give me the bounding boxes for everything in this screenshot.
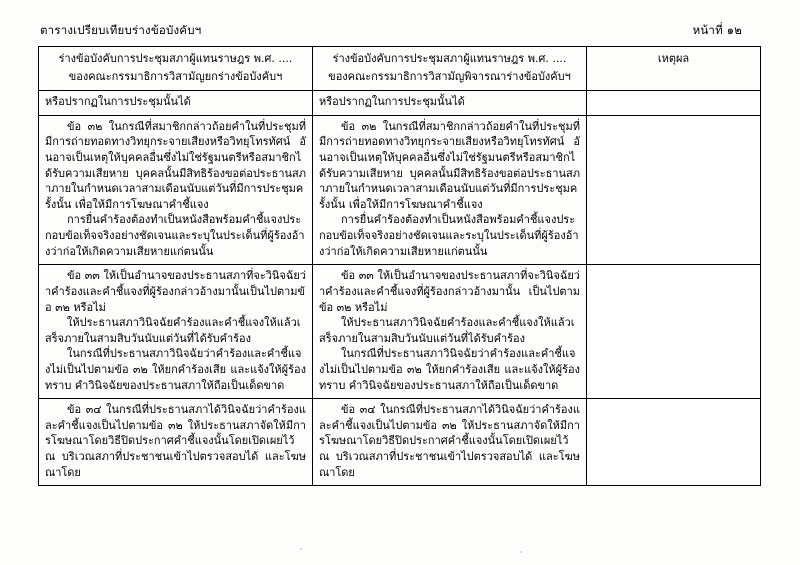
paragraph: ให้ประธานสภาวินิจฉัยคำร้องและคำชี้แจงให้แล้วเสร็จภายในสามสิบวันนับแต่วันที่ได้รับคำร้อง xyxy=(45,316,301,345)
table-row xyxy=(39,265,761,399)
paragraph: การยื่นคำร้องต้องทำเป็นหนังสือพร้อมคำชี้แจงประกอบข้อเท็จจริงอย่างชัดเจนและระบุในประเด็นที่ผู้ร้องอ้างว่าก่อให้เกิดความเสียหายแก่ตนนั้น xyxy=(45,213,305,258)
paragraph: ข้อ ๓๔ ในกรณีที่ประธานสภาได้วินิจฉัยว่าคำร้องและคำชี้แจงเป็นไปตามข้อ ๓๒ ให้ประธานสภาจัดให้มีการโฆษณาโดยวิธีปิดประกาศคำชี้แจงนั้นโดยเปิดเผยไว้ ณ บริเวณสภาที่ประชาชนเข้าไปตรวจสอบได้ และโฆษณาโดย xyxy=(319,403,580,479)
cell-draft-committee xyxy=(39,399,313,486)
paragraph: หรือปรากฏในการประชุมนั้นได้ xyxy=(319,95,465,109)
cell-draft-committee xyxy=(39,265,313,399)
cell-draft-review xyxy=(313,399,587,486)
page-header xyxy=(40,22,760,40)
column-header-line: ของคณะกรรมาธิการวิสามัญพิจารณาร่างข้อบังคับฯ xyxy=(328,69,571,83)
paragraph: ข้อ ๓๓ ให้เป็นอำนาจของประธานสภาที่จะวินิจฉัยว่าคำร้องและคำชี้แจงที่ผู้ร้องกล่าวอ้างมานั้น เป็นไปตามข้อ ๓๒ หรือไม่ xyxy=(319,269,580,314)
cell-draft-review xyxy=(313,115,587,264)
paragraph: หรือปรากฏในการประชุมนั้นได้ xyxy=(45,95,191,109)
paragraph: ข้อ ๓๓ ให้เป็นอำนาจของประธานสภาที่จะวินิจฉัยว่าคำร้องและคำชี้แจงที่ผู้ร้องกล่าวอ้างมานั้นเป็นไปตามข้อ ๓๒ หรือไม่ xyxy=(45,269,306,314)
cell-remarks xyxy=(587,91,761,116)
cell-draft-committee xyxy=(39,115,313,264)
column-header-line: ร่างข้อบังคับการประชุมสภาผู้แทนราษฎร พ.ศ. .... xyxy=(332,52,567,65)
comparison-table xyxy=(38,46,761,486)
paragraph: ข้อ ๓๒ ในกรณีที่สมาชิกกล่าวถ้อยคำในที่ประชุมที่มีการถ่ายทอดทางวิทยุกระจายเสียงหรือวิทยุโทรทัศน์ อันอาจเป็นเหตุให้บุคคลอื่นซึ่งไม่ใช่รัฐมนตรีหรือสมาชิกได้รับความเสียหาย บุคคลนั้นมีสิทธิร้องขอต่อประธานสภาภายในกำหนดเวลาสามเดือนนับแต่วันที่มีการประชุมครั้งนั้น เพื่อให้มีการโฆษณาคำชี้แจง xyxy=(319,119,580,211)
table-row xyxy=(39,91,761,116)
cell-draft-review xyxy=(313,91,587,116)
paragraph: ในกรณีที่ประธานสภาวินิจฉัยว่าคำร้องและคำชี้แจงไม่เป็นไปตามข้อ ๓๒ ให้ยกคำร้องเสีย และแจ้งให้ผู้ร้องทราบ คำวินิจฉัยของประธานสภาให้ถือเป็นเด็ดขาด xyxy=(45,347,306,392)
cell-remarks xyxy=(587,265,761,399)
paragraph: ข้อ ๓๔ ในกรณีที่ประธานสภาได้วินิจฉัยว่าคำร้องและคำชี้แจงเป็นไปตามข้อ ๓๒ ให้ประธานสภาจัดให้มีการโฆษณาโดยวิธีปิดประกาศคำชี้แจงนั้นโดยเปิดเผยไว้ ณ บริเวณสภาที่ประชาชนเข้าไปตรวจสอบได้ และโฆษณาโดย xyxy=(45,403,306,479)
paragraph: ข้อ ๓๒ ในกรณีที่สมาชิกกล่าวถ้อยคำในที่ประชุมที่มีการถ่ายทอดทางวิทยุกระจายเสียงหรือวิทยุโทรทัศน์ อันอาจเป็นเหตุให้บุคคลอื่นซึ่งไม่ใช่รัฐมนตรีหรือสมาชิกได้รับความเสียหาย บุคคลนั้นมีสิทธิร้องขอต่อประธานสภาภายในกำหนดเวลาสามเดือนนับแต่วันที่มีการประชุมครั้งนั้น เพื่อให้มีการโฆษณาคำชี้แจง xyxy=(45,119,306,211)
column-header-line: ของคณะกรรมาธิการวิสามัญยกร่างข้อบังคับฯ xyxy=(68,69,283,83)
cell-draft-review xyxy=(313,265,587,399)
cell-draft-committee xyxy=(39,91,313,116)
column-header-draft-committee xyxy=(39,47,313,91)
column-header-remarks xyxy=(587,47,761,91)
column-header-line: เหตุผล xyxy=(657,52,690,65)
column-header-line: ร่างข้อบังคับการประชุมสภาผู้แทนราษฎร พ.ศ. .... xyxy=(58,52,293,65)
paragraph: ให้ประธานสภาวินิจฉัยคำร้องและคำชี้แจงให้แล้วเสร็จภายในสามสิบวันนับแต่วันที่ได้รับคำร้อง xyxy=(319,316,575,345)
cell-remarks xyxy=(587,399,761,486)
cell-remarks xyxy=(587,115,761,264)
document-title: ตารางเปรียบเทียบร่างข้อบังคับฯ xyxy=(40,23,202,37)
paragraph: ในกรณีที่ประธานสภาวินิจฉัยว่าคำร้องและคำชี้แจงไม่เป็นไปตามข้อ ๓๒ ให้ยกคำร้องเสีย และแจ้งให้ผู้ร้องทราบ คำวินิจฉัยของประธานสภาให้ถือเป็นเด็ดขาด xyxy=(319,347,580,392)
table-row xyxy=(39,399,761,486)
column-header-draft-review xyxy=(313,47,587,91)
paragraph: การยื่นคำร้องต้องทำเป็นหนังสือพร้อมคำชี้แจงประกอบข้อเท็จจริงอย่างชัดเจนและระบุในประเด็นที่ผู้ร้องอ้างว่าก่อให้เกิดความเสียหายแก่ตนนั้น xyxy=(319,213,579,258)
page-number: หน้าที่ ๑๒ xyxy=(692,23,742,37)
table-header-row xyxy=(39,47,761,91)
table-row xyxy=(39,115,761,264)
